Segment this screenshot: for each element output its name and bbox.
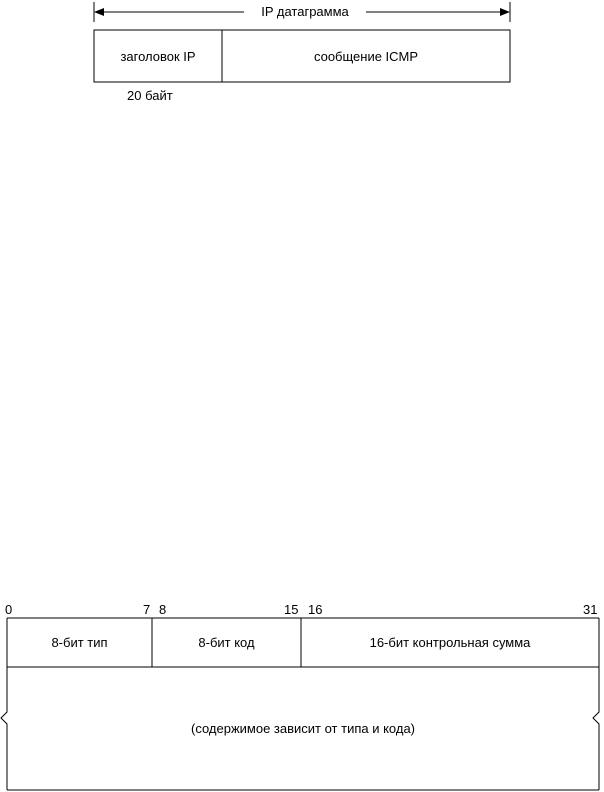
ip-header-cell	[94, 30, 222, 82]
datagram-title: IP датаграмма	[250, 4, 360, 20]
icmp-body-label: (содержимое зависит от типа и кода)	[190, 721, 416, 736]
bit-label-7: 7	[143, 602, 151, 617]
icmp-code-field	[152, 618, 301, 667]
bit-label-31: 31	[583, 602, 598, 617]
header-size-label: 20 байт	[127, 88, 173, 103]
icmp-code-label: 8-бит код	[198, 635, 255, 650]
icmp-type-field	[7, 618, 152, 667]
bit-label-16: 16	[308, 602, 323, 617]
ip-header-label: заголовок IP	[120, 48, 196, 64]
icmp-type-label: 8-бит тип	[51, 635, 108, 650]
icmp-body-field	[7, 667, 599, 790]
bit-label-15: 15	[284, 602, 299, 617]
icmp-message-label: сообщение ICMP	[313, 48, 419, 64]
icmp-message-cell	[222, 30, 510, 82]
bit-label-0: 0	[5, 602, 13, 617]
icmp-checksum-label: 16-бит контрольная сумма	[369, 635, 531, 650]
bit-label-8: 8	[159, 602, 167, 617]
icmp-checksum-field	[301, 618, 599, 667]
